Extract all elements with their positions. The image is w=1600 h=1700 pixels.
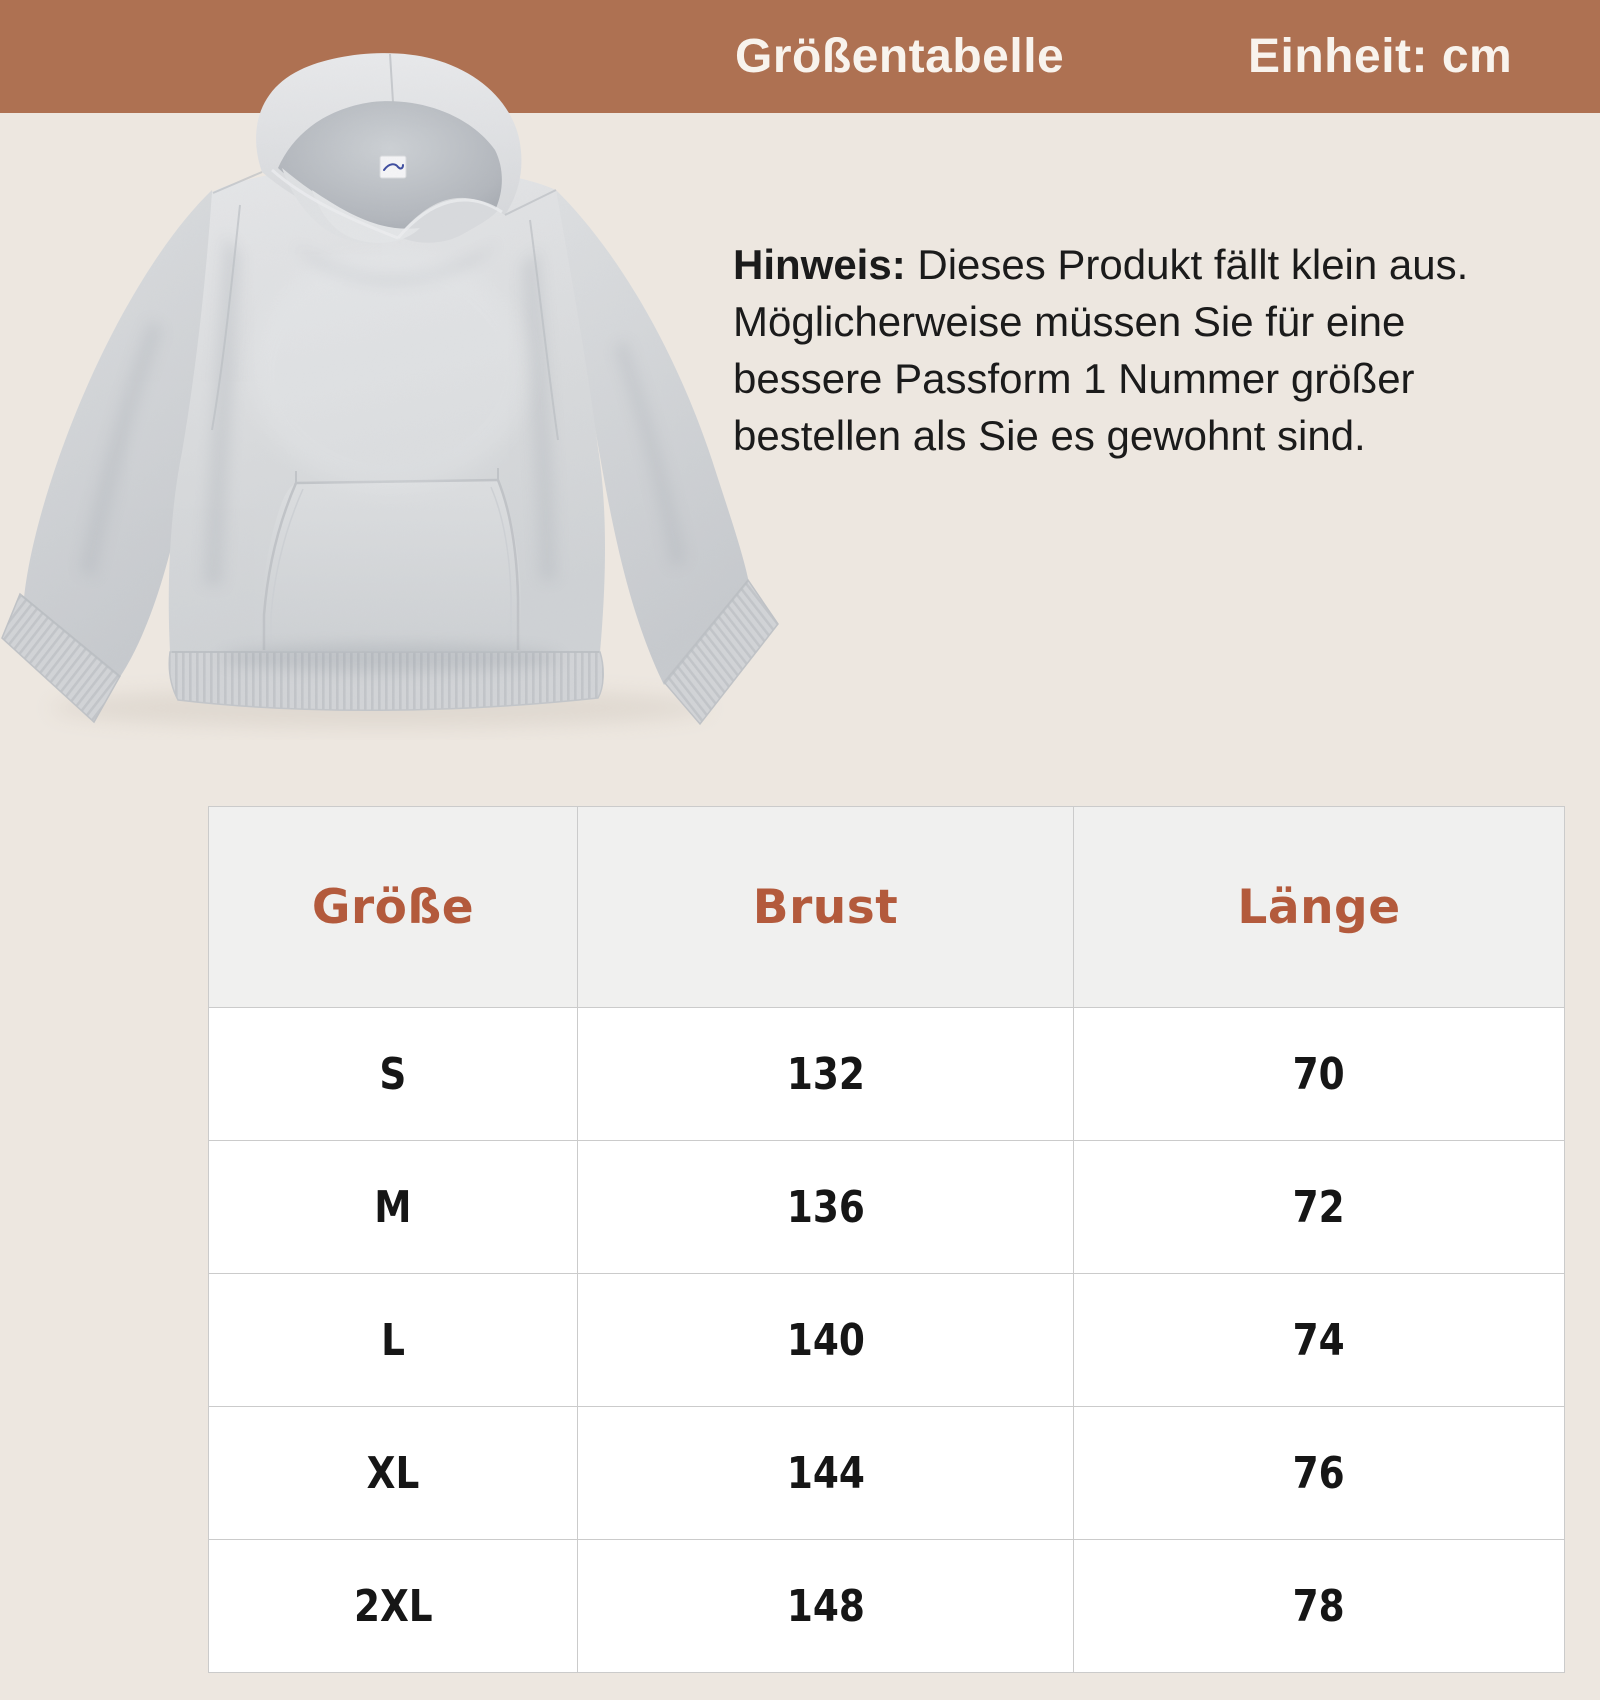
table-row: [209, 1008, 1565, 1141]
note-line: bessere Passform 1 Nummer größer: [733, 355, 1415, 402]
size-table: [208, 806, 1565, 1673]
cell-laenge: 74: [1074, 1274, 1565, 1407]
unit-label: Einheit: cm: [1248, 30, 1513, 83]
col-header-brust: Brust: [578, 807, 1074, 1008]
hoodie-illustration: [0, 40, 780, 740]
cell-brust: 148: [578, 1540, 1074, 1673]
cell-brust: 132: [578, 1008, 1074, 1141]
table-header-row: [209, 807, 1565, 1008]
cell-brust: 144: [578, 1407, 1074, 1540]
table-row: [209, 1141, 1565, 1274]
cell-size: M: [209, 1141, 578, 1274]
table-row: [209, 1274, 1565, 1407]
note-line: Hinweis: Dieses Produkt fällt klein aus.: [733, 241, 1469, 288]
hoodie-product-image: [0, 40, 780, 740]
note-prefix: Hinweis:: [733, 241, 906, 288]
cell-brust: 140: [578, 1274, 1074, 1407]
cell-size: S: [209, 1008, 578, 1141]
cell-laenge: 78: [1074, 1540, 1565, 1673]
note-line: bestellen als Sie es gewohnt sind.: [733, 412, 1366, 459]
cell-size: L: [209, 1274, 578, 1407]
heather-texture: [0, 40, 780, 740]
col-header-laenge: Länge: [1074, 807, 1565, 1008]
cell-laenge: 76: [1074, 1407, 1565, 1540]
table-row: [209, 1407, 1565, 1540]
cell-laenge: 72: [1074, 1141, 1565, 1274]
note-text: [733, 236, 1469, 464]
table-row: [209, 1540, 1565, 1673]
cell-laenge: 70: [1074, 1008, 1565, 1141]
cell-size: XL: [209, 1407, 578, 1540]
note-line: Möglicherweise müssen Sie für eine: [733, 298, 1406, 345]
cell-size: 2XL: [209, 1540, 578, 1673]
cell-brust: 136: [578, 1141, 1074, 1274]
page-title: Größentabelle: [735, 30, 1065, 83]
col-header-groesse: Größe: [209, 807, 578, 1008]
